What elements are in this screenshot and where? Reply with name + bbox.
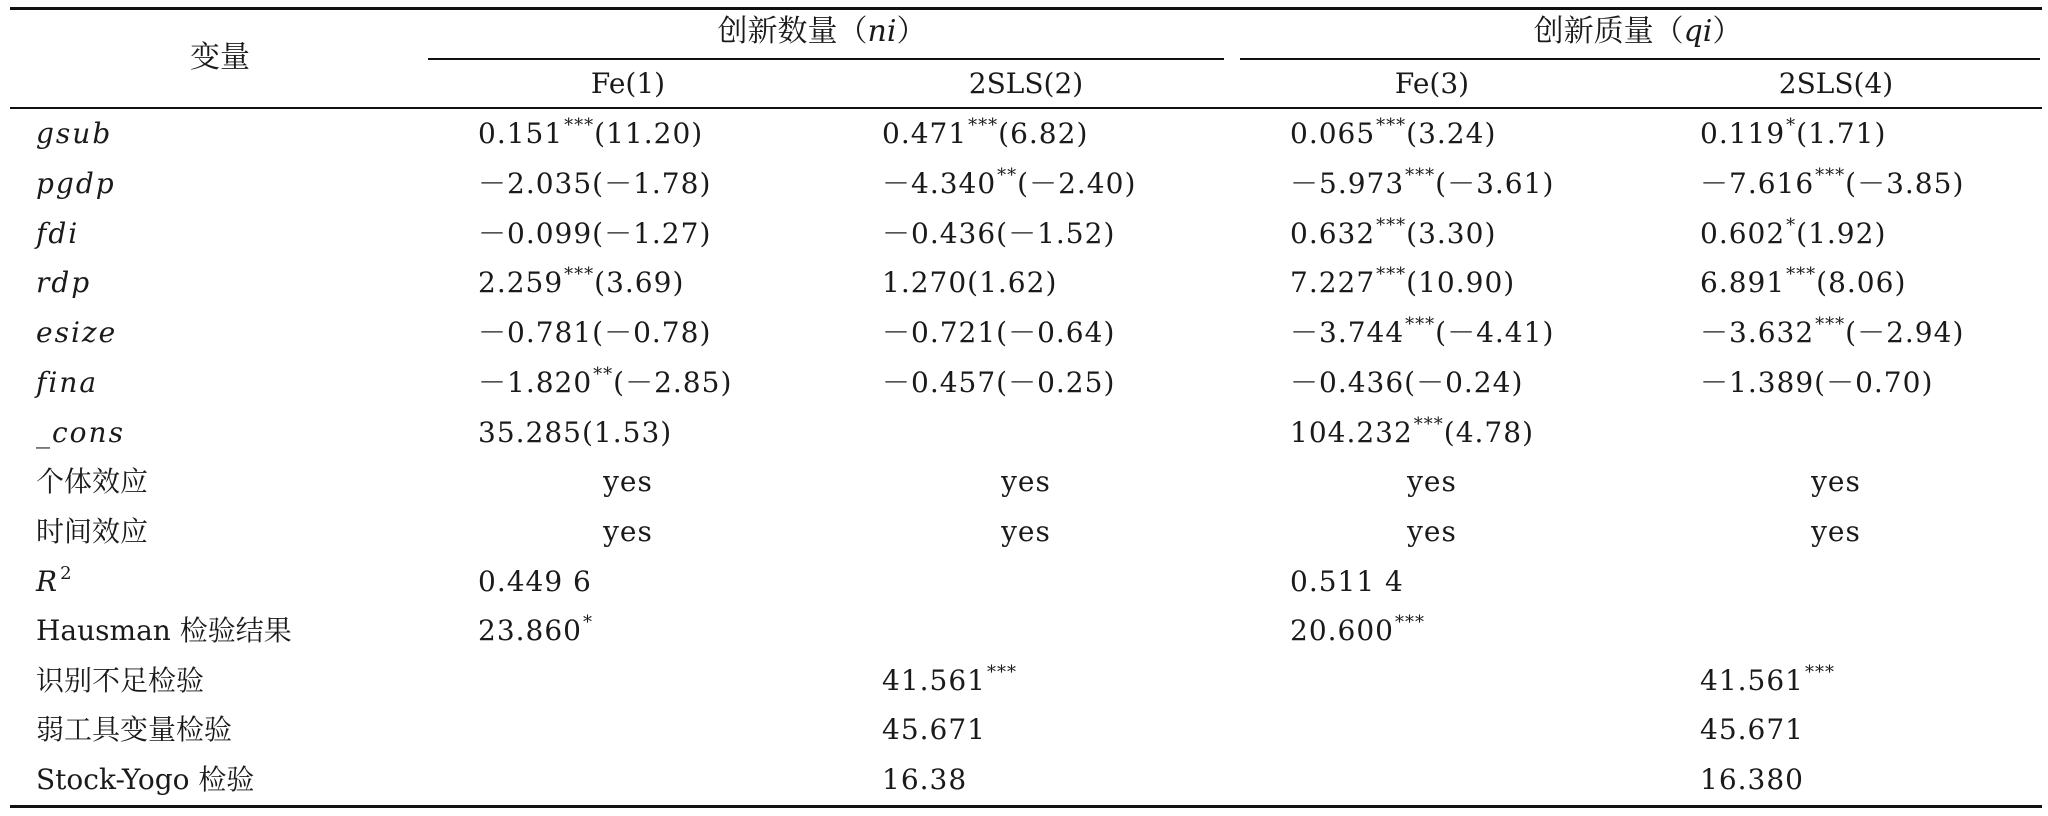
row-label-text: pgdp: [36, 167, 116, 200]
coefficient-value: －7.616: [1700, 167, 1815, 200]
coefficient-value: 0.449 6: [478, 565, 592, 598]
row-label: [36, 166, 116, 202]
table-cell: [1700, 315, 1964, 351]
group-header-quantity-close: ）: [896, 14, 927, 49]
table-cell: [1700, 116, 1886, 152]
significance-stars: ***: [1413, 414, 1444, 435]
table-cell: [1700, 265, 1906, 301]
t-statistic: (－2.94): [1845, 316, 1965, 349]
t-statistic: (－0.70): [1814, 366, 1934, 399]
row-label: [36, 663, 204, 699]
significance-stars: **: [593, 364, 614, 385]
t-statistic: (4.78): [1443, 416, 1534, 449]
t-statistic: (－1.78): [592, 167, 712, 200]
row-label: [36, 315, 117, 351]
coefficient-value: －0.781: [478, 316, 593, 349]
row-label: [36, 514, 148, 550]
coefficient-value: －5.973: [1290, 167, 1405, 200]
table-cell: [1700, 712, 1804, 748]
table-cell: [882, 216, 1115, 252]
coefficient-value: 2.259: [478, 266, 564, 299]
table-cell: [1700, 663, 1835, 699]
table-cell: [1290, 116, 1496, 152]
table-cell: [1700, 216, 1886, 252]
table-cell: [882, 365, 1115, 401]
t-statistic: (－0.64): [996, 316, 1116, 349]
t-statistic: (3.30): [1406, 217, 1497, 250]
t-statistic: (1.71): [1796, 117, 1887, 150]
table-cell: [1290, 315, 1554, 351]
row-label-text: 识别不足检验: [36, 664, 205, 697]
row-label: [36, 116, 112, 152]
coefficient-value: －0.099: [478, 217, 593, 250]
t-statistic: (11.20): [594, 117, 704, 150]
table-cell: [882, 762, 967, 798]
group-header-quality-var: qi: [1683, 14, 1713, 49]
t-statistic: (－2.40): [1017, 167, 1137, 200]
row-label-text: 个体效应: [36, 465, 149, 498]
row-label-text: fina: [36, 366, 99, 399]
table-cell: [1290, 415, 1534, 451]
row-label: [36, 464, 148, 500]
row-label-text: rdp: [36, 266, 92, 299]
table-cell: [882, 166, 1136, 202]
coefficient-value: 0.471: [882, 117, 968, 150]
group-header-quantity: [718, 14, 927, 50]
t-statistic: (－1.27): [592, 217, 712, 250]
coefficient-value: 1.270: [882, 266, 968, 299]
significance-stars: *: [582, 612, 593, 633]
row-label-text: R: [36, 565, 60, 598]
table-cell: [1290, 365, 1523, 401]
row-label-text: Stock-Yogo 检验: [36, 763, 255, 796]
column-header-fe3: Fe(3): [1394, 67, 1470, 100]
coefficient-value: 35.285: [478, 416, 582, 449]
coefficient-value: 0.632: [1290, 217, 1376, 250]
t-statistic: (－3.85): [1845, 167, 1965, 200]
table-cell: [478, 315, 711, 351]
row-label-text: esize: [36, 316, 118, 349]
row-label-text: _cons: [36, 416, 125, 449]
table-cell: [882, 712, 986, 748]
table-cell: [1811, 464, 1861, 500]
coefficient-value: yes: [1407, 515, 1457, 548]
t-statistic: (－0.25): [996, 366, 1116, 399]
column-header-2sls4: 2SLS(4): [1778, 67, 1894, 100]
coefficient-value: 41.561: [1700, 664, 1804, 697]
significance-stars: ***: [1394, 612, 1425, 633]
coefficient-value: 6.891: [1700, 266, 1786, 299]
significance-stars: ***: [1815, 314, 1846, 335]
coefficient-value: －1.389: [1700, 366, 1815, 399]
table-cell: [1811, 514, 1861, 550]
t-statistic: (10.90): [1406, 266, 1516, 299]
coefficient-value: yes: [1001, 515, 1051, 548]
significance-stars: ***: [1376, 115, 1407, 136]
group-rule-quality: [1240, 58, 2040, 60]
coefficient-value: 16.380: [1700, 763, 1804, 796]
row-label: [36, 613, 292, 649]
coefficient-value: －3.744: [1290, 316, 1405, 349]
significance-stars: ***: [1405, 165, 1436, 186]
coefficient-value: －0.457: [882, 366, 997, 399]
coefficient-value: －0.436: [1290, 366, 1405, 399]
significance-stars: *: [1786, 215, 1797, 236]
coefficient-value: 104.232: [1290, 416, 1413, 449]
t-statistic: (3.24): [1406, 117, 1497, 150]
coefficient-value: 0.151: [478, 117, 564, 150]
row-label-superscript: 2: [60, 563, 74, 584]
coefficient-value: －0.436: [882, 217, 997, 250]
t-statistic: (1.53): [581, 416, 673, 449]
t-statistic: (－1.52): [996, 217, 1116, 250]
row-label-text: 弱工具变量检验: [36, 713, 233, 746]
column-header-fe1: Fe(1): [590, 67, 666, 100]
coefficient-value: －3.632: [1700, 316, 1815, 349]
table-cell: [478, 564, 592, 600]
table-cell: [603, 464, 653, 500]
coefficient-value: 23.860: [478, 614, 582, 647]
significance-stars: ***: [1376, 215, 1407, 236]
coefficient-value: 0.602: [1700, 217, 1786, 250]
t-statistic: (3.69): [594, 266, 685, 299]
coefficient-value: 20.600: [1290, 614, 1394, 647]
table-cell: [1001, 464, 1051, 500]
coefficient-value: 45.671: [1700, 713, 1804, 746]
table-cell: [1001, 514, 1051, 550]
table-cell: [1290, 265, 1515, 301]
table-cell: [1290, 166, 1554, 202]
coefficient-value: －0.721: [882, 316, 997, 349]
significance-stars: ***: [564, 115, 595, 136]
row-label: [36, 216, 79, 252]
t-statistic: (1.62): [967, 266, 1058, 299]
coefficient-value: yes: [1811, 515, 1861, 548]
significance-stars: ***: [1804, 662, 1835, 683]
table-cell: [1290, 613, 1425, 649]
row-label: [36, 265, 91, 301]
coefficient-value: －4.340: [882, 167, 997, 200]
coefficient-value: yes: [1001, 465, 1051, 498]
table-cell: [478, 365, 732, 401]
significance-stars: ***: [1376, 264, 1407, 285]
coefficient-value: 41.561: [882, 664, 986, 697]
table-cell: [882, 315, 1115, 351]
coefficient-value: 45.671: [882, 713, 986, 746]
table-cell: [1700, 762, 1804, 798]
row-label: [36, 365, 98, 401]
coefficient-value: yes: [603, 465, 653, 498]
group-header-quality-text: 创新质量（: [1533, 14, 1684, 49]
row-label: [36, 564, 74, 600]
header-bottom-rule: [10, 107, 2042, 109]
significance-stars: ***: [1405, 314, 1436, 335]
row-label-text: Hausman 检验结果: [36, 614, 292, 647]
table-top-rule: [10, 7, 2042, 10]
table-cell: [478, 116, 703, 152]
table-cell: [1290, 564, 1404, 600]
stub-header: 变量: [190, 40, 250, 75]
table-cell: [478, 415, 672, 451]
coefficient-value: 0.511 4: [1290, 565, 1404, 598]
t-statistic: (－2.85): [613, 366, 733, 399]
group-header-quality-close: ）: [1712, 14, 1743, 49]
coefficient-value: －2.035: [478, 167, 593, 200]
row-label-text: gsub: [36, 117, 113, 150]
table-cell: [882, 265, 1057, 301]
coefficient-value: 7.227: [1290, 266, 1376, 299]
group-rule-quantity: [428, 58, 1224, 60]
coefficient-value: yes: [603, 515, 653, 548]
table-cell: [478, 166, 711, 202]
significance-stars: ***: [968, 115, 999, 136]
row-label: [36, 712, 232, 748]
significance-stars: **: [997, 165, 1018, 186]
row-label-text: fdi: [36, 217, 80, 250]
table-cell: [1407, 464, 1457, 500]
t-statistic: (1.92): [1796, 217, 1887, 250]
table-cell: [478, 265, 684, 301]
t-statistic: (8.06): [1816, 266, 1907, 299]
significance-stars: ***: [1786, 264, 1817, 285]
t-statistic: (6.82): [998, 117, 1089, 150]
table-cell: [1700, 365, 1933, 401]
t-statistic: (－4.41): [1435, 316, 1555, 349]
significance-stars: ***: [1815, 165, 1846, 186]
column-header-2sls2: 2SLS(2): [968, 67, 1084, 100]
table-cell: [882, 663, 1017, 699]
table-cell: [882, 116, 1088, 152]
t-statistic: (－0.24): [1404, 366, 1524, 399]
table-cell: [1407, 514, 1457, 550]
coefficient-value: yes: [1811, 465, 1861, 498]
coefficient-value: －1.820: [478, 366, 593, 399]
coefficient-value: yes: [1407, 465, 1457, 498]
t-statistic: (－3.61): [1435, 167, 1555, 200]
table-cell: [478, 613, 593, 649]
coefficient-value: 0.065: [1290, 117, 1376, 150]
row-label-text: 时间效应: [36, 515, 149, 548]
table-cell: [1700, 166, 1964, 202]
coefficient-value: 0.119: [1700, 117, 1786, 150]
significance-stars: ***: [564, 264, 595, 285]
table-cell: [478, 216, 711, 252]
table-cell: [1290, 216, 1496, 252]
group-header-quantity-text: 创新数量（: [717, 14, 868, 49]
row-label: [36, 762, 254, 798]
significance-stars: ***: [986, 662, 1017, 683]
table-bottom-rule: [10, 805, 2042, 808]
table-cell: [603, 514, 653, 550]
t-statistic: (－0.78): [592, 316, 712, 349]
significance-stars: *: [1786, 115, 1797, 136]
group-header-quantity-var: ni: [867, 14, 897, 49]
row-label: [36, 415, 125, 451]
group-header-quality: [1534, 14, 1743, 50]
coefficient-value: 16.38: [882, 763, 968, 796]
